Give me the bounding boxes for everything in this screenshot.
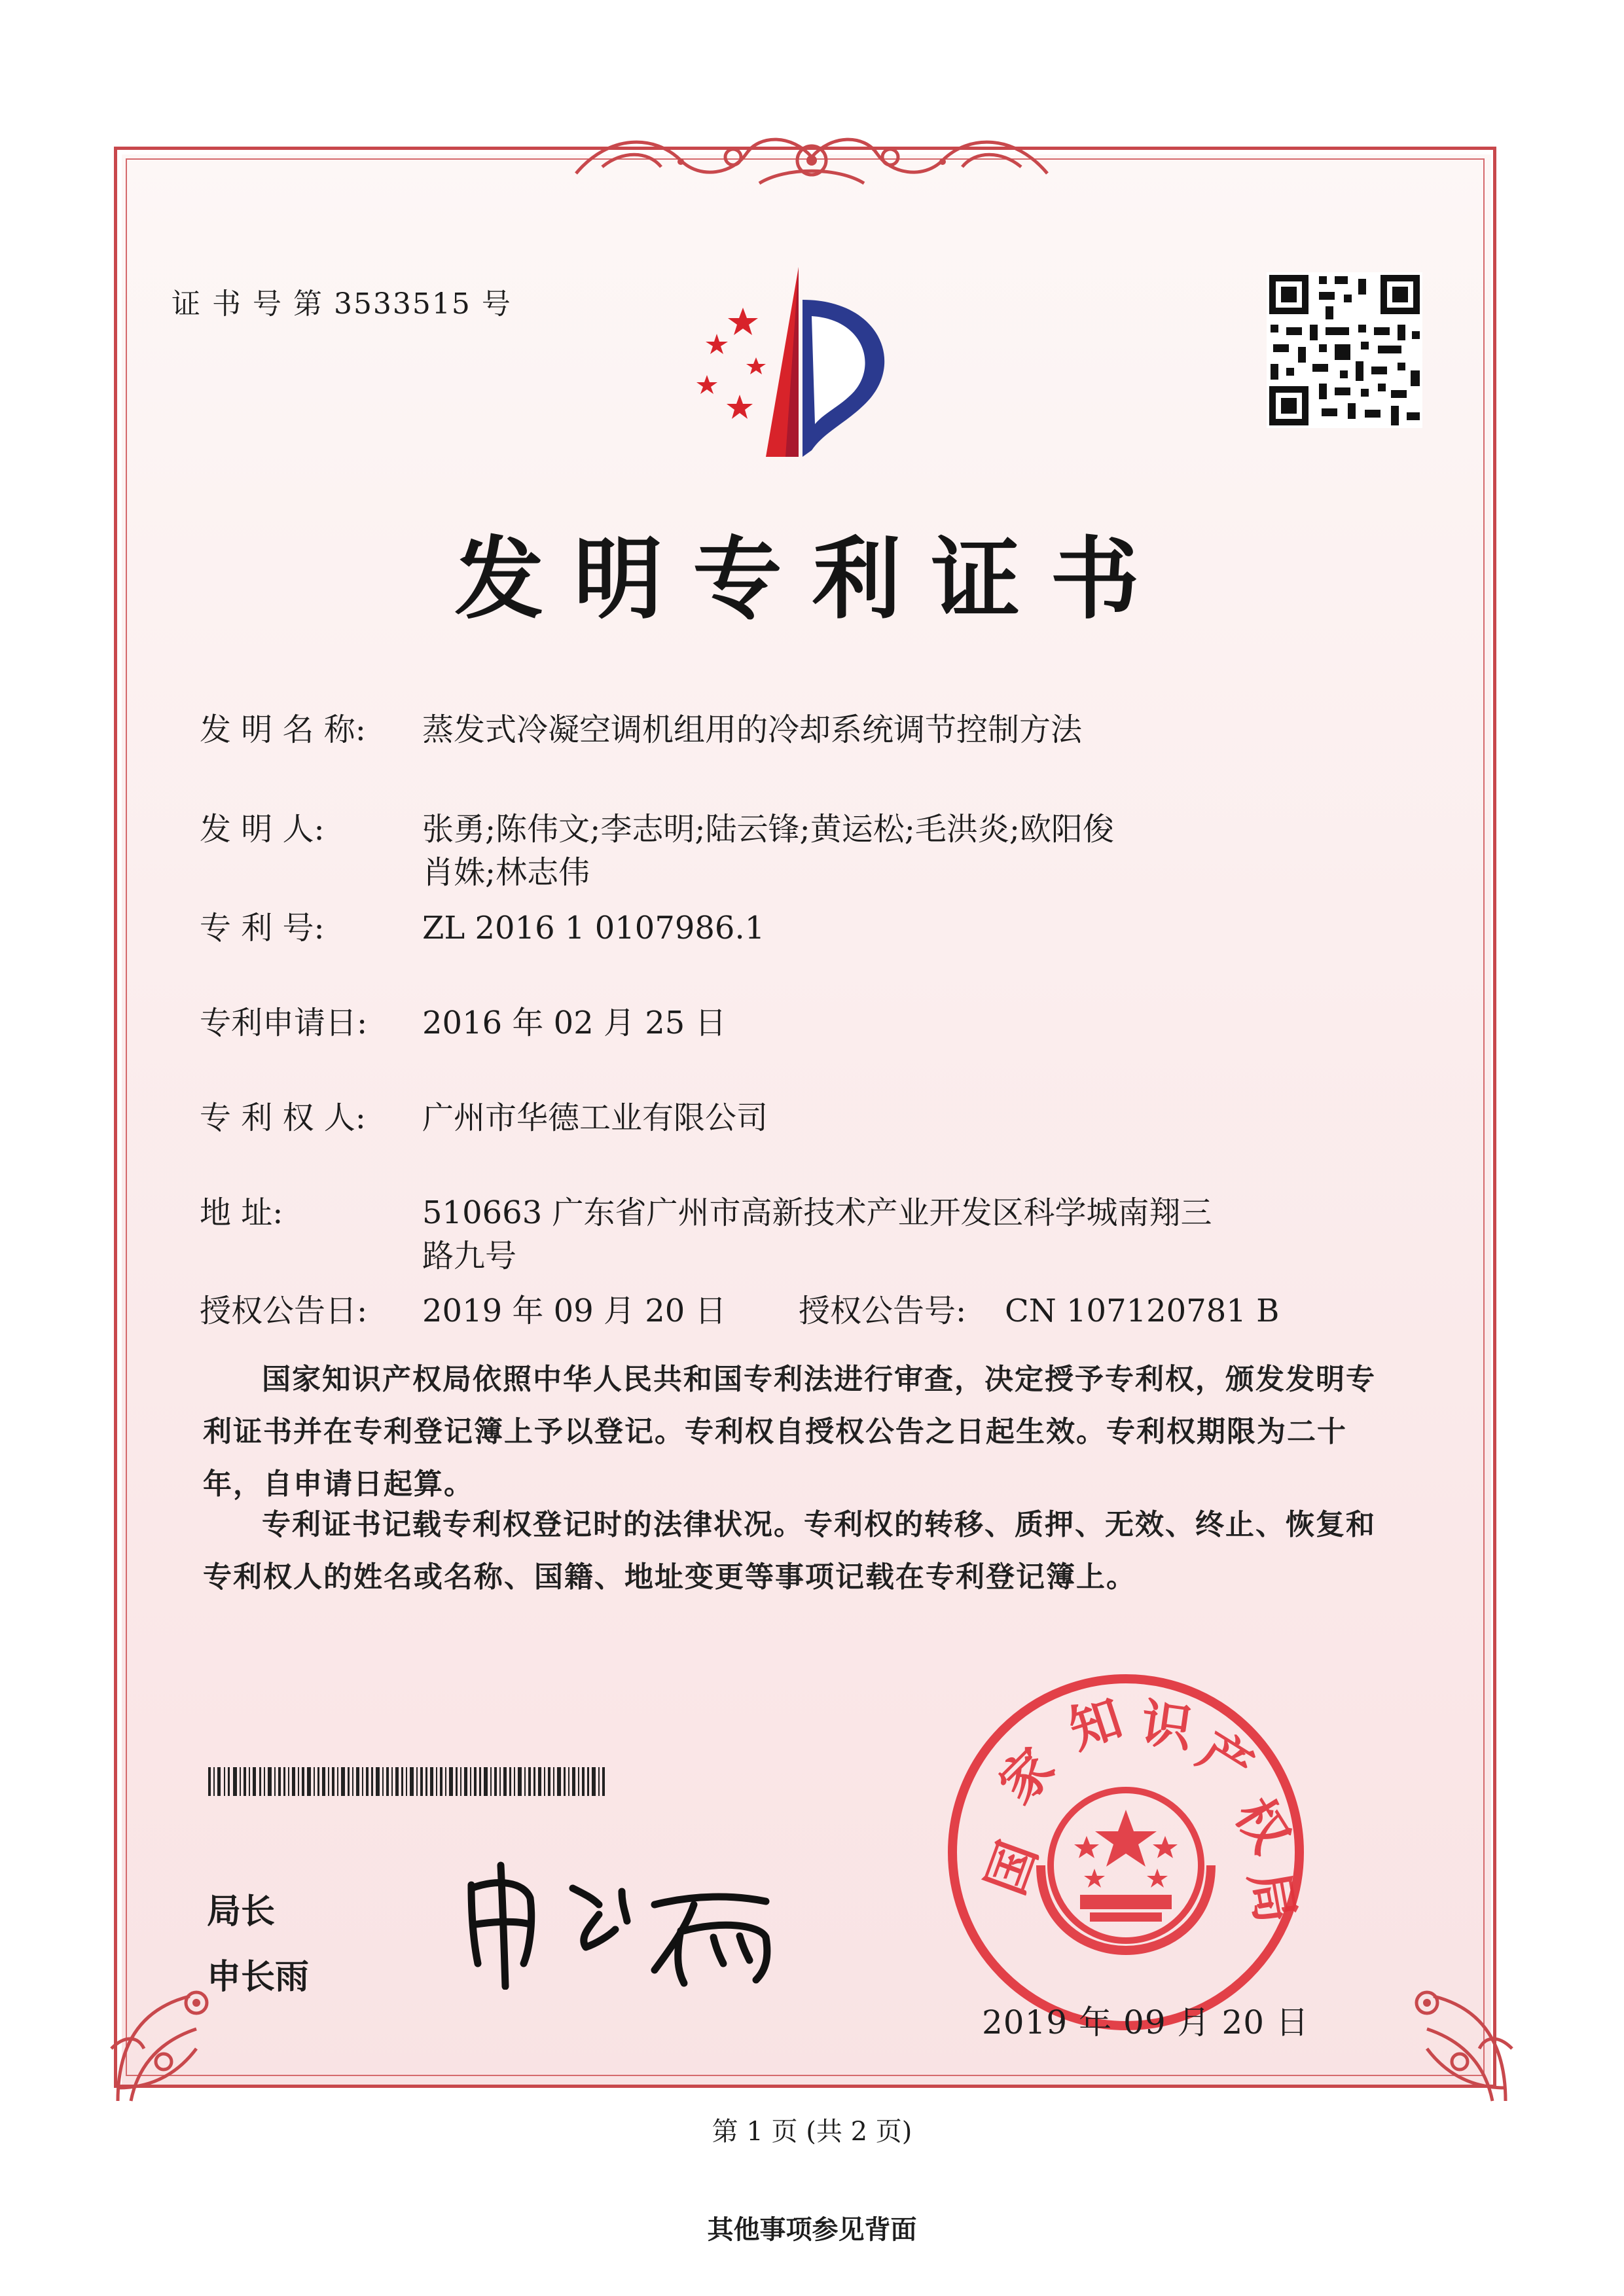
field-value: 2019 年 09 月 20 日 [422,1293,727,1329]
field-label: 授权公告号: [799,1293,967,1329]
qr-code-icon [1267,272,1422,428]
svg-text:识: 识 [1137,1693,1197,1759]
legal-paragraph: 国家知识产权局依照中华人民共和国专利法进行审查，决定授予专利权，颁发发明专利证书并在专利登记簿上予以登记。专利权自授权公告之日起生效。专利权期限为二十年，自申请日起算。 [203,1363,1376,1501]
signatory-name: 申长雨 [207,1958,310,1997]
back-note: 其他事项参见背面 [707,2215,917,2245]
field-label: 专利申请日: [200,1005,368,1041]
field-value: 2016 年 02 月 25 日 [422,1005,727,1041]
cnipa-logo-icon [681,260,916,463]
field-label: 发 明 人: [200,811,325,848]
field-value: ZL 2016 1 0107986.1 [422,910,765,946]
field-value: 广州市华德工业有限公司 [422,1100,768,1136]
field-label: 地 址: [200,1194,283,1231]
certificate-number: 证 书 号 第 3533515 号 [171,287,512,321]
field-value: CN 107120781 B [1005,1293,1280,1329]
svg-text:产: 产 [1187,1721,1263,1799]
page-number: 第 1 页 (共 2 页) [712,2117,912,2147]
svg-text:知: 知 [1062,1689,1130,1761]
barcode-icon [208,1767,607,1796]
svg-text:国: 国 [976,1834,1049,1903]
svg-text:局: 局 [1238,1867,1305,1928]
field-value: 张勇;陈伟文;李志明;陆云锋;黄运松;毛洪炎;欧阳俊 [422,811,1115,848]
field-label: 授权公告日: [200,1293,368,1329]
seal-date: 2019 年 09 月 20 日 [982,2003,1309,2041]
svg-text:权: 权 [1223,1788,1301,1863]
field-label: 专 利 权 人: [200,1100,366,1136]
handwritten-signature-icon [458,1859,825,1990]
certificate-title: 发明专利证书 [454,528,1170,632]
official-seal-icon [943,1669,1309,2036]
signatory-title: 局长 [207,1892,276,1931]
field-label: 发 明 名 称: [200,711,366,748]
bottom-right-ornament-icon [1381,1970,1525,2114]
field-value-continued: 肖姝;林志伟 [422,854,590,891]
top-ornament-icon [563,121,1060,193]
field-label: 专 利 号: [200,910,325,946]
legal-paragraph: 专利证书记载专利权登记时的法律状况。专利权的转移、质押、无效、终止、恢复和专利权人的姓名或名称、国籍、地址变更等事项记载在专利登记簿上。 [203,1508,1376,1594]
field-value: 蒸发式冷凝空调机组用的冷却系统调节控制方法 [422,711,1083,748]
svg-text:家: 家 [988,1737,1066,1816]
field-value: 510663 广东省广州市高新技术产业开发区科学城南翔三 [422,1194,1212,1231]
field-value-continued: 路九号 [422,1238,517,1274]
